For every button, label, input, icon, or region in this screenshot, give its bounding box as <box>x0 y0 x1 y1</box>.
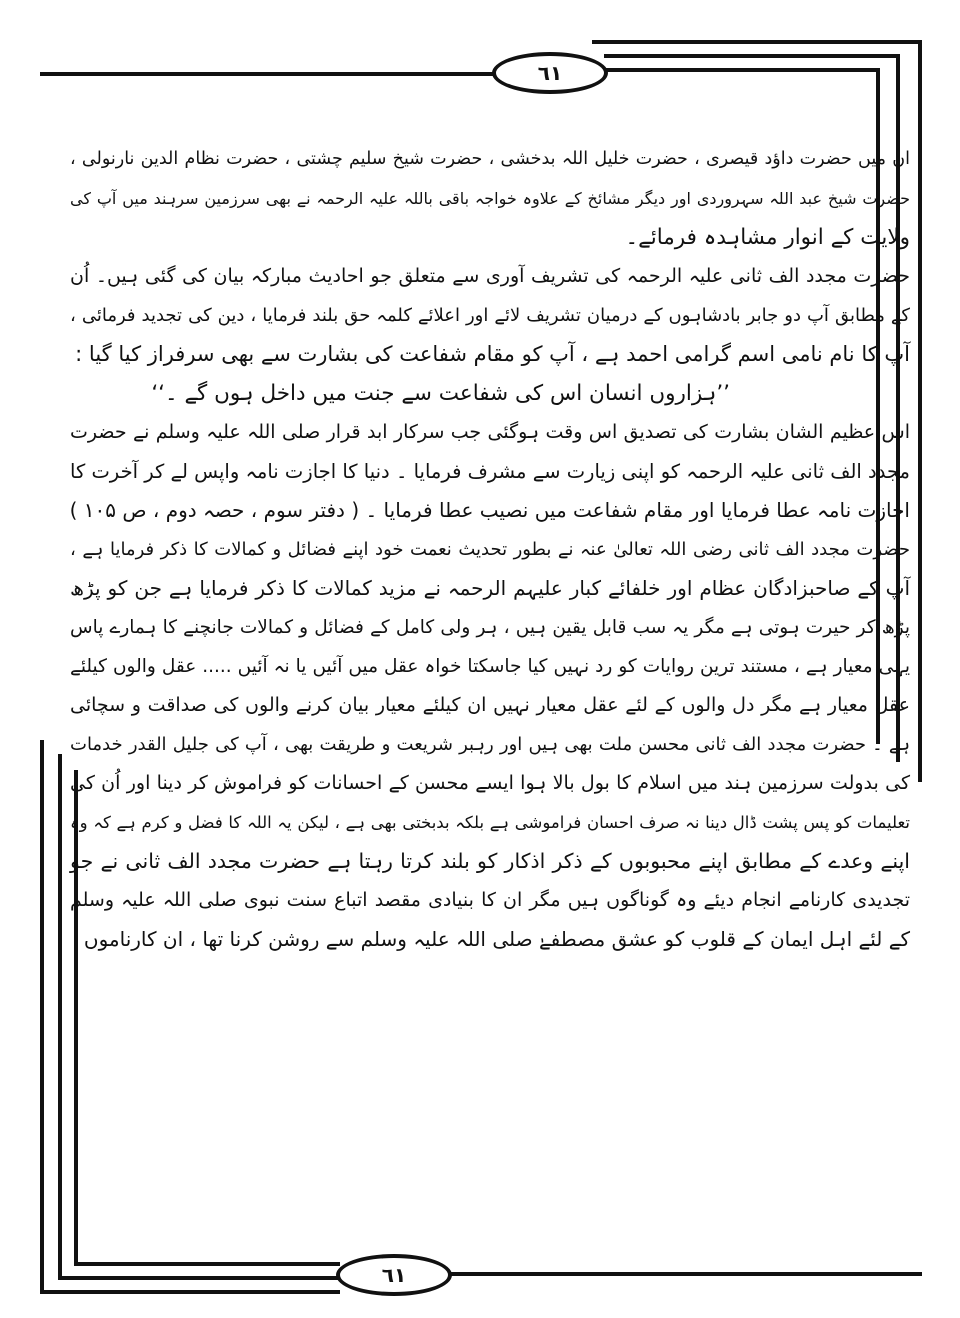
text-line: اپنے وعدے کے مطابق اپنے محبوبوں کے ذکر اذکار کو بلند کرتا رہتا ہے حضرت مجدد الف ثانی نے جو <box>70 849 910 873</box>
frame-bottom-line-2 <box>58 1276 340 1280</box>
text-line: کے لئے اہل ایمان کے قلوب کو عشق مصطفےٰ صلی اللہ علیہ وسلم سے روشن کرنا تھا ، ان کارناموں <box>83 927 910 951</box>
text-line: آپ کا نام نامی اسم گرامی احمد ہے ، آپ کو مقام شفاعت کی بشارت سے بھی سرفراز کیا گیا : <box>75 342 910 366</box>
text-line: ان میں حضرت داؤد قیصری ، حضرت خلیل اللہ بدخشی ، حضرت شیخ سلیم چشتی ، حضرت نظام الدین نارنولی ، <box>70 149 910 169</box>
frame-left-line-2 <box>58 754 62 1278</box>
text-line: عقل معیار ہے مگر دل والوں کے لئے عقل معیار نہیں ان کیلئے معیار بیان کرنے والوں کی صداقت و سچائی <box>70 694 910 716</box>
frame-top-line-1 <box>592 40 922 44</box>
page-number-top: ٦١ <box>492 52 608 94</box>
frame-left-line-1 <box>40 740 44 1294</box>
text-line: حضرت مجدد الف ثانی علیہ الرحمہ کی تشریف آوری سے متعلق جو احادیث مبارکہ بیان کی گئی ہیں۔ اُن <box>70 265 910 287</box>
frame-bottom-line-1 <box>40 1290 340 1294</box>
frame-bottom-right-line <box>448 1272 922 1276</box>
text-line: اجازت نامہ عطا فرمایا اور مقام شفاعت میں نصیب عطا فرمایا ۔ ( دفتر سوم ، حصہ دوم ، ص ۱۰۵ ) <box>69 498 910 522</box>
text-line: آپ کے صاحبزادگان عظام اور خلفائے کبار علیہم الرحمہ نے مزید کمالات کا ذکر فرمایا ہے جن کو پڑھ <box>70 576 910 600</box>
frame-top-line-2 <box>604 54 900 58</box>
text-line: پڑھ کر حیرت ہوتی ہے مگر یہ سب قابل یقین ہیں ، ہر ولی کامل کے فضائل و کمالات جانچنے کا ہمارے پاس <box>70 617 910 638</box>
text-line: ہے ۔ حضرت مجدد الف ثانی محسن ملت بھی ہیں اور رہبر شریعت و طریقت بھی ، آپ کی جلیل القدر خدمات <box>70 734 910 755</box>
frame-right-line-1 <box>918 40 922 782</box>
page-text <box>70 140 910 959</box>
text-line: حضرت شیخ عبد اللہ سہروردی اور دیگر مشائخ کے علاوہ خواجہ باقی باللہ علیہ الرحمہ نے بھی سرزمین سرہند میں آپ کی <box>70 189 910 208</box>
text-line: اس عظیم الشان بشارت کی تصدیق اس وقت ہوگئی جب سرکار ابد قرار صلی اللہ علیہ وسلم نے حضرت <box>70 421 910 443</box>
frame-top-left-line <box>40 72 494 76</box>
text-line: کی بدولت سرزمین ہند میں اسلام کا بول بالا ہوا ایسے محسن کے احسانات کو فراموش کر دینا اور اُن کی <box>70 772 910 794</box>
text-line: یہی معیار ہے ، مستند ترین روایات کو رد نہیں کیا جاسکتا خواہ عقل میں آئیں یا نہ آئیں ..... عقل والوں کیلئے <box>70 656 910 677</box>
text-line: مجدد الف ثانی علیہ الرحمہ کو اپنی زیارت سے مشرف فرمایا ۔ دنیا کا اجازت نامہ واپس لے کر آخرت کا <box>70 460 910 483</box>
frame-top-line-3 <box>604 68 880 72</box>
text-line: تجدیدی کارنامے انجام دیئے وہ گوناگوں ہیں مگر ان کا بنیادی مقصد اتباع سنت نبوی صلی اللہ علیہ وسلم <box>70 889 910 911</box>
quote-line: ’’ہزاروں انسان اس کی شفاعت سے جنت میں داخل ہوں گے ۔‘‘ <box>151 381 730 406</box>
text-line: ولایت کے انوار مشاہدہ فرمائے۔ <box>625 225 910 250</box>
frame-bottom-line-3 <box>74 1262 340 1266</box>
page-number-bottom: ٦١ <box>336 1254 452 1296</box>
text-line: حضرت مجدد الف ثانی رضی اللہ تعالیٰ عنہ نے بطور تحدیث نعمت خود اپنے فضائل و کمالات کا ذکر فرمایا ہے ، <box>70 539 910 560</box>
text-line: تعلیمات کو پس پشت ڈال دینا نہ صرف احسان فراموشی ہے بلکہ بدبختی بھی ہے ، لیکن یہ اللہ کا فضل و کرم ہے کہ وہ <box>70 813 910 832</box>
text-line: کے مطابق آپ دو جابر بادشاہوں کے درمیان تشریف لائے اور اعلائے کلمہ حق بلند فرمایا ، دین کی تجدید فرمائی ، <box>70 305 910 326</box>
